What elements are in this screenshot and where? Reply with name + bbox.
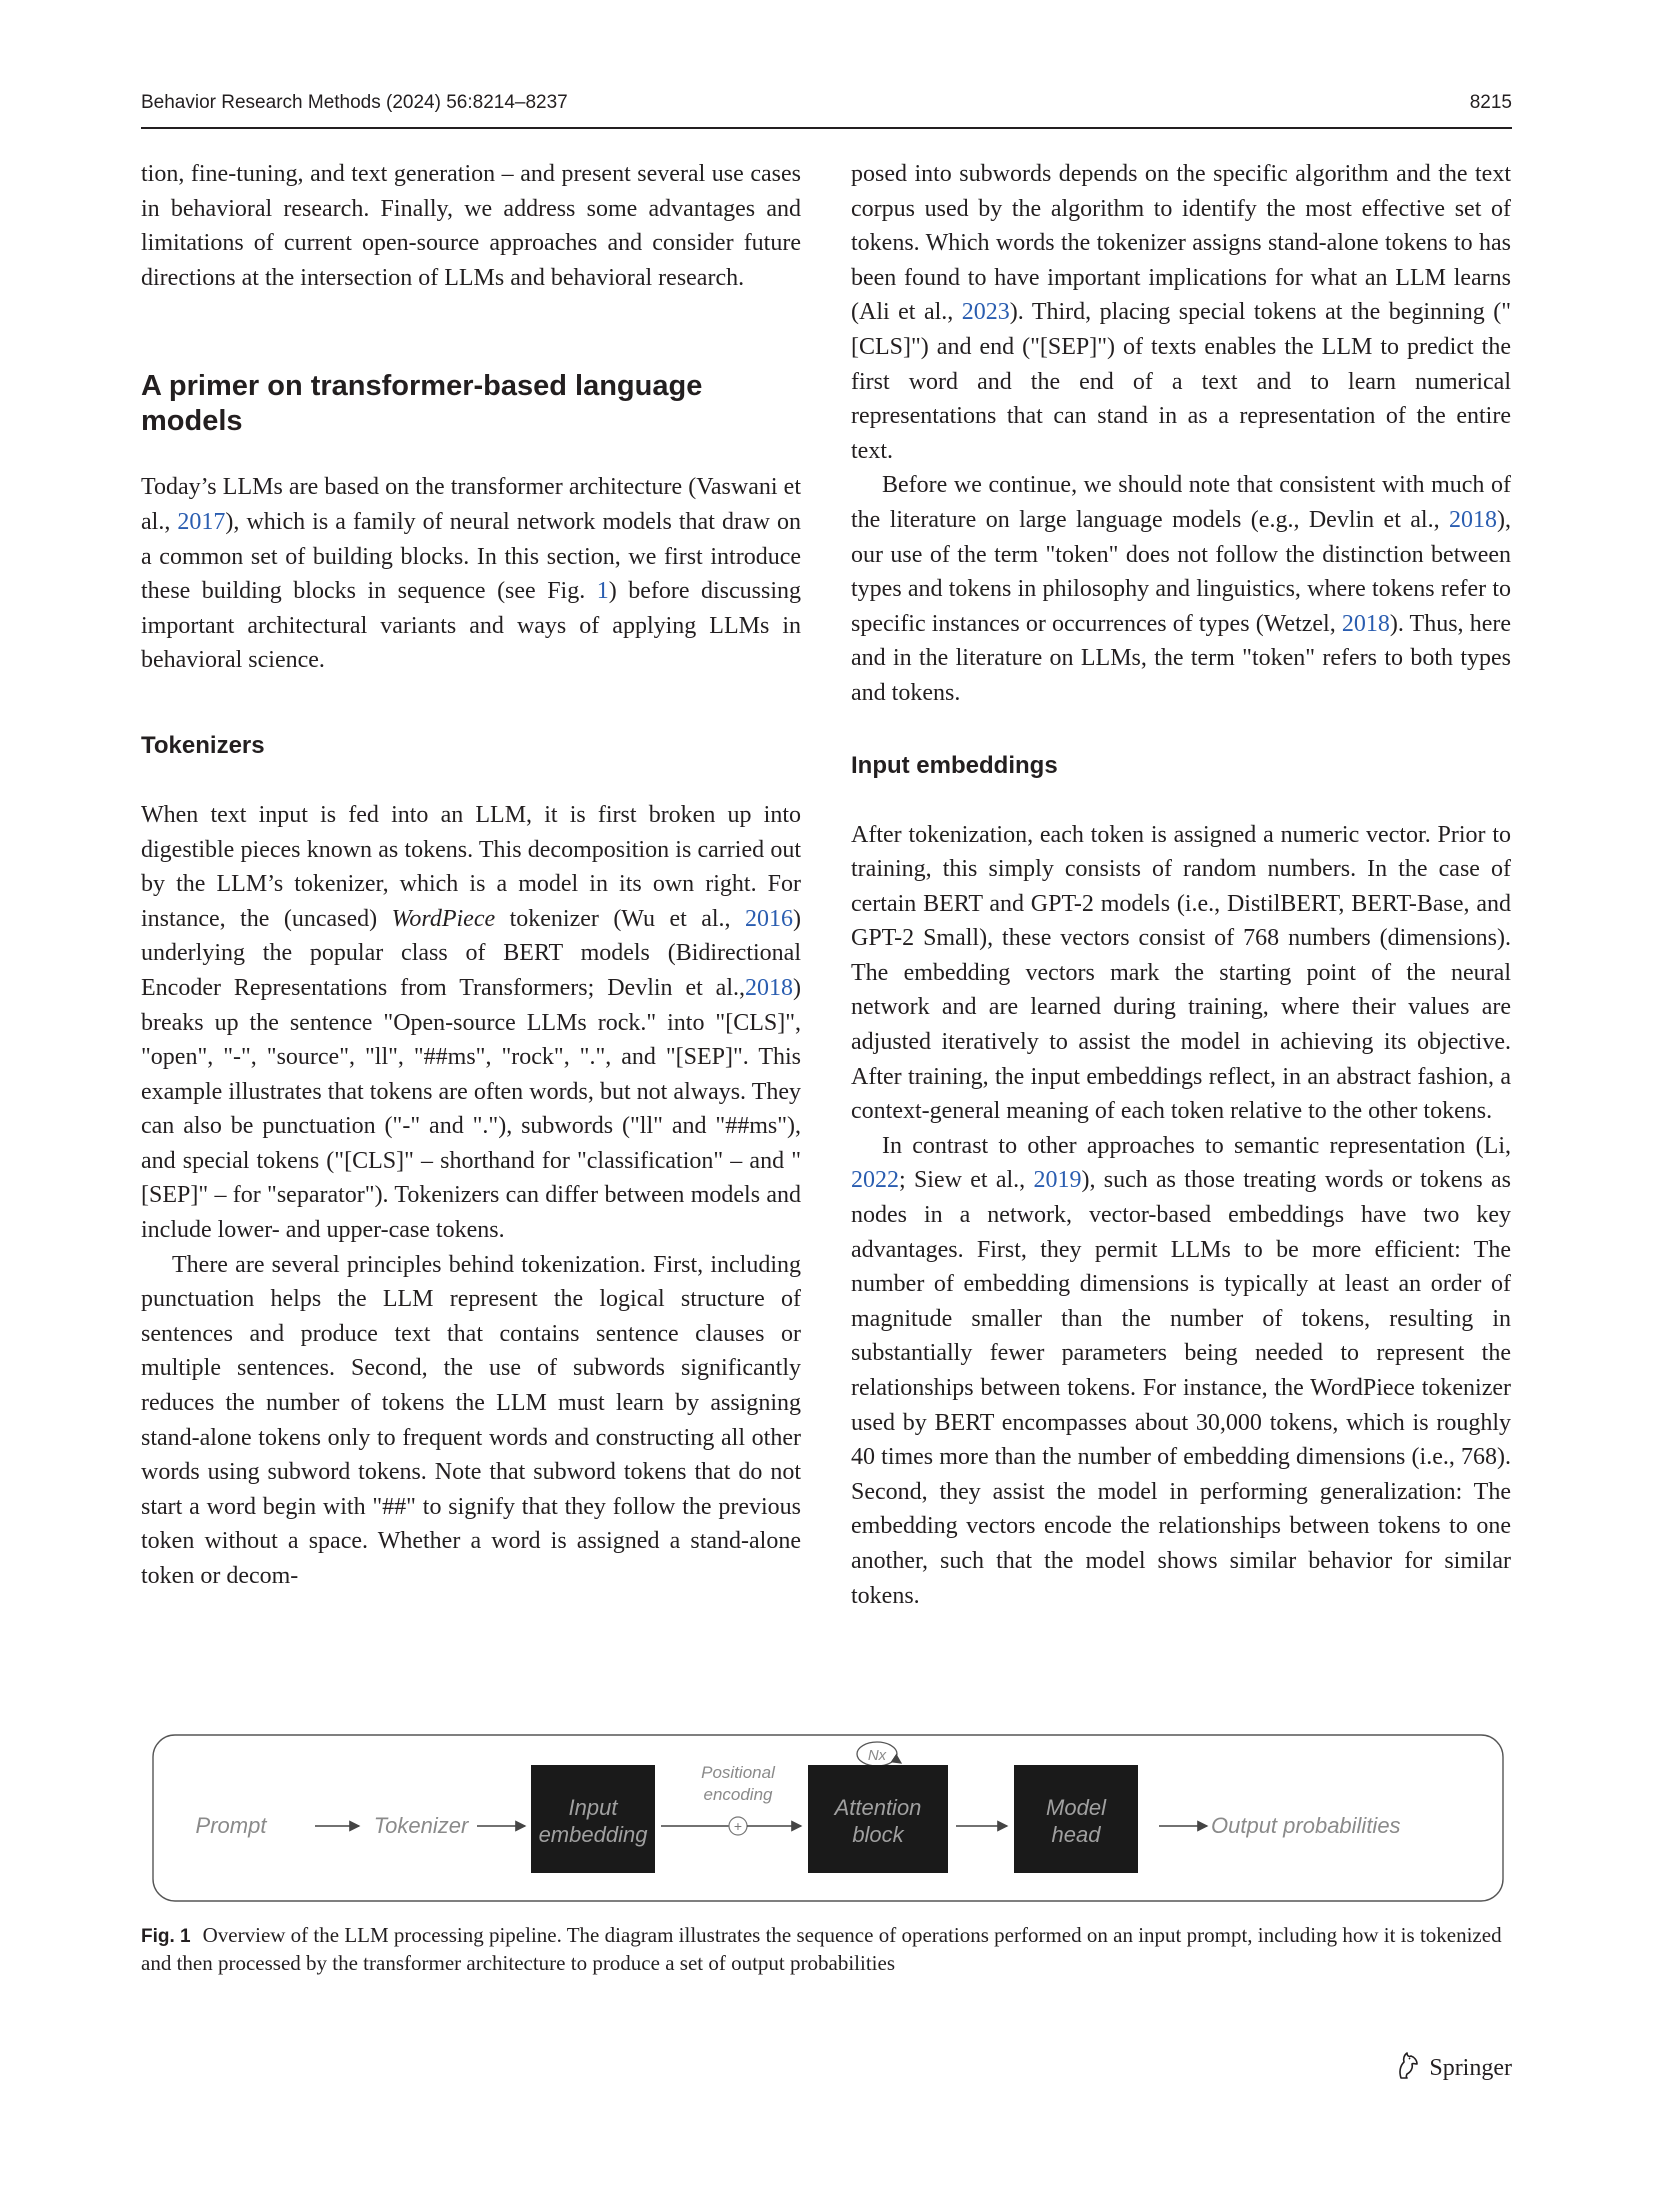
positional-encoding-label-1: Positional xyxy=(701,1763,775,1782)
output-probabilities-label: Output probabilities xyxy=(1211,1813,1401,1838)
citation-link[interactable]: 2018 xyxy=(745,974,793,1001)
section-paragraph: Today’s LLMs are based on the transformer architecture (Vaswani et al., 2017), which is a family of neural network models that draw on a common set of building blocks. In this section, we first introduce these building blocks in sequence (see Fig. 1) before discussing important architectural variants and ways of applying LLMs in behavioral science. xyxy=(141,474,801,674)
tokenizers-paragraph-1: When text input is fed into an LLM, it is first broken up into digestible pieces known as tokens. This decomposition is carried out by the LLM’s tokenizer, which is a model in its own right. For instance, the (uncased) WordPiece tokenizer (Wu et al., 2016) underlying the popular class of BERT models (Bidirectional Encoder Representations from Transformers; Devlin et al.,2018) breaks up the sentence "Open-source LLMs rock." into "[CLS]", "open", "-", "source", "ll", "##ms", "rock", ".", and "[SEP]". This example illustrates that tokens are often words, but not always. They can also be punctuation ("-" and "."), subwords ("ll" and "##ms"), and special tokens ("[CLS]" – shorthand for "classification" – and "[SEP]" – for "separator"). Tokenizers can differ between models and include lower- and upper-case tokens. xyxy=(141,801,801,1244)
nx-label: Nx xyxy=(867,1747,887,1764)
input-embedding-label-2: embedding xyxy=(538,1822,648,1847)
attention-block-label-2: block xyxy=(852,1822,904,1847)
caption-label: Fig. 1 xyxy=(141,1926,191,1947)
plus-symbol: + xyxy=(733,1818,743,1834)
citation-link[interactable]: 2022 xyxy=(851,1167,899,1194)
intro-paragraph: tion, fine-tuning, and text generation – and present several use cases in behavioral research. Finally, we address some advantages and limitations of current open-source approaches and consider future directions at the intersection of LLMs and behavioral research. xyxy=(141,161,801,291)
model-head-label-1: Model xyxy=(1046,1795,1106,1820)
citation-link[interactable]: 2023 xyxy=(961,299,1010,326)
figure-caption xyxy=(141,1922,1512,1977)
journal-citation: Behavior Research Methods (2024) 56:8214–8237 xyxy=(141,92,568,113)
tokenizer-label: Tokenizer xyxy=(373,1813,469,1838)
subsection-title-tokenizers: Tokenizers xyxy=(141,731,265,759)
running-header xyxy=(141,92,1512,122)
note-paragraph: Before we continue, we should note that consistent with much of the literature on large language models (e.g., Devlin et al., 2018), our use of the term "token" does not follow the distinction between types and tokens in philosophy and linguistics, where tokens refer to specific instances or occurrences of types (Wetzel, 2018). Thus, here and in the literature on LLMs, the term "token" refers to both types and tokens. xyxy=(851,472,1512,706)
tokenizers-paragraph-2: There are several principles behind tokenization. First, including punctuation helps the LLM represent the logical structure of sentences and produce text that contains sentence clauses or multiple sentences. Second, the use of subwords significantly reduces the number of tokens the LLM must learn by assigning stand-alone tokens only to frequent words and constructing all other words using subword tokens. Note that subword tokens that do not start a word begin with "##" to signify that they follow the previous token without a space. Whether a word is assigned a stand-alone token or decom- xyxy=(141,1251,801,1589)
attention-block-label-1: Attention xyxy=(834,1795,922,1820)
embeddings-paragraph-2: In contrast to other approaches to semantic representation (Li, 2022; Siew et al., 2019), such as those treating words or tokens as nodes in a network, vector-based embeddings have two key advantages. First, they permit LLMs to be more efficient: The number of embedding dimensions is typically at least an order of magnitude smaller than the number of tokens, resulting in substantially fewer parameters being needed to represent the relationships between tokens. For instance, the WordPiece tokenizer used by BERT encompasses about 30,000 tokens, which is roughly 40 times more than the number of embedding dimensions (i.e., 768). Second, they assist the model in performing generalization: The embedding vectors encode the relationships between tokens to one another, such that the model shows similar behavior for similar tokens. xyxy=(851,1132,1512,1609)
positional-encoding-label-2: encoding xyxy=(703,1785,773,1804)
section-title: A primer on transformer-based language models xyxy=(141,370,703,438)
right-column xyxy=(851,157,1511,1613)
citation-link[interactable]: 2018 xyxy=(1341,610,1390,637)
publisher-logo xyxy=(1395,2050,1512,2086)
page-number: 8215 xyxy=(1469,92,1512,113)
citation-link[interactable]: 2016 xyxy=(745,905,793,932)
citation-link[interactable]: 2017 xyxy=(177,508,226,535)
figure-link[interactable]: 1 xyxy=(596,578,609,605)
embeddings-paragraph-1: After tokenization, each token is assigned a numeric vector. Prior to training, this simply consists of random numbers. In the case of certain BERT and GPT-2 models (i.e., DistilBERT, BERT-Base, and GPT-2 Small), these vectors consist of 768 numbers (dimensions). The embedding vectors mark the starting point of the neural network and are learned during training, where their values are adjusted iteratively to assist the model in achieving its objective. After training, the input embeddings reflect, in an abstract fashion, a context-general meaning of each token relative to the other tokens. xyxy=(851,821,1511,1125)
citation-link[interactable]: 2019 xyxy=(1033,1167,1082,1194)
prompt-label: Prompt xyxy=(195,1813,267,1838)
citation-link[interactable]: 2018 xyxy=(1449,506,1497,533)
figure-1-diagram xyxy=(151,1733,1505,1903)
nx-loop-arrow xyxy=(895,1759,901,1763)
caption-text: Overview of the LLM processing pipeline. The diagram illustrates the sequence of operations performed on an input prompt, including how it is tokenized and then processed by the transformer architecture to produce a set of output probabilities xyxy=(141,1923,1502,1975)
left-column xyxy=(141,157,801,1594)
model-head-label-2: head xyxy=(1051,1822,1101,1847)
publisher-name: Springer xyxy=(1429,2054,1512,2081)
subsection-title-input-embeddings: Input embeddings xyxy=(851,751,1058,779)
pipeline-diagram-svg xyxy=(151,1733,1505,1903)
input-embedding-label-1: Input xyxy=(568,1795,618,1820)
continued-paragraph: posed into subwords depends on the specific algorithm and the text corpus used by the algorithm to identify the most effective set of tokens. Which words the tokenizer assigns stand-alone tokens to has been found to have important implications for what an LLM learns (Ali et al., 2023). Third, placing special tokens at the beginning ("[CLS]") and end ("[SEP]") of texts enables the LLM to predict the first word and the end of a text and to learn numerical representations that can stand in as a representation of the entire text. xyxy=(851,161,1511,464)
header-rule xyxy=(141,127,1512,129)
springer-horse-icon xyxy=(1395,2050,1421,2087)
